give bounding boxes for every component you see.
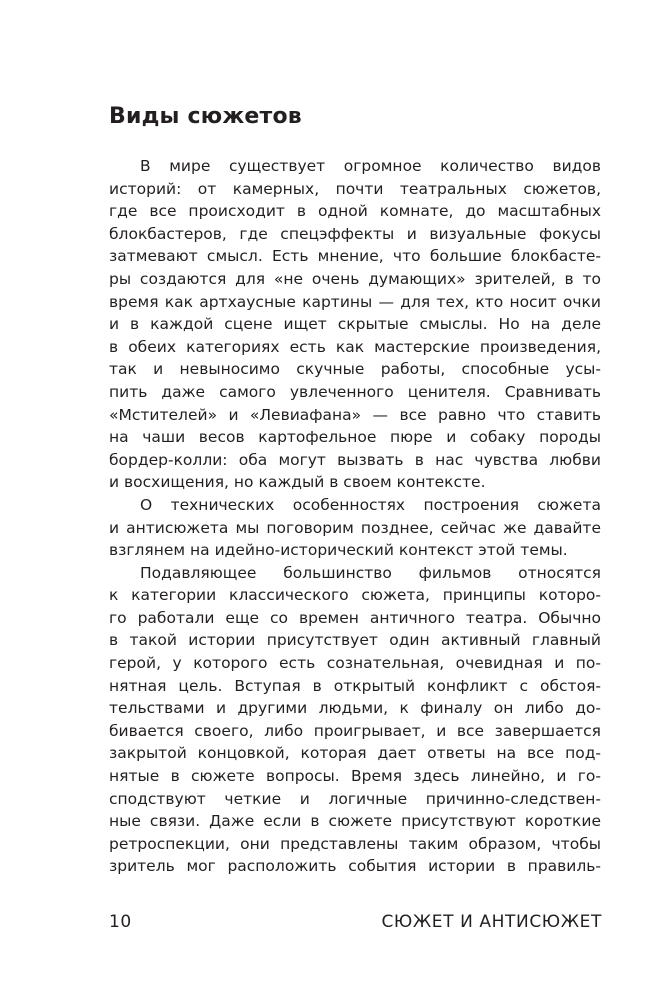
text-line: и восхищения, но каждый в своем контексте.: [109, 473, 486, 492]
text-line: зритель мог расположить события истории в правиль-: [109, 857, 601, 876]
text-line: и антисюжета мы поговорим позднее, сейчас же давайте: [109, 518, 601, 537]
text-line: пить даже самого увлеченного ценителя. Сравнивать: [109, 382, 601, 401]
text-line: ры создаются для «не очень думающих» зрителей, в то: [109, 269, 601, 288]
text-line: взглянем на идейно-исторический контекст этой темы.: [109, 541, 568, 560]
text-line: О технических особенностях построения сюжета: [140, 495, 601, 514]
text-line: блокбастеров, где спецэффекты и визуальные фокусы: [109, 224, 601, 243]
text-line: тельствами и другими людьми, к финалу он либо до-: [109, 699, 601, 718]
text-line: в обеих категориях есть как мастерские произведения,: [109, 337, 601, 356]
text-line: где все происходит в одной комнате, до масштабных: [109, 202, 601, 221]
text-line: ретроспекции, они представлены таким образом, чтобы: [109, 834, 601, 853]
text-line: нятые в сюжете вопросы. Время здесь линейно, и го-: [109, 767, 601, 786]
text-line: время как артхаусные картины — для тех, кто носит очки: [109, 292, 601, 311]
section-heading: Виды сюжетов: [109, 104, 302, 129]
running-title: СЮЖЕТ И АНТИСЮЖЕТ: [381, 912, 602, 932]
text-line: «Мстителей» и «Левиафана» — все равно что ставить: [109, 405, 601, 424]
text-line: нятная цель. Вступая в открытый конфликт с обстоя-: [109, 676, 601, 695]
text-line: Подавляющее большинство фильмов относятся: [140, 563, 601, 582]
text-line: бордер-колли: оба могут вызвать в нас чувства любви: [109, 450, 601, 469]
text-line: в такой истории присутствует один активный главный: [109, 631, 601, 650]
page-number: 10: [109, 912, 132, 932]
text-line: и в каждой сцене ищет скрытые смыслы. Но на деле: [109, 315, 601, 334]
text-line: В мире существует огромное количество видов: [140, 157, 601, 175]
text-line: так и невыносимо скучные работы, способные усы-: [109, 360, 601, 379]
text-line: на чаши весов картофельное пюре и собаку породы: [109, 428, 601, 447]
text-line: бивается своего, либо проигрывает, и все завершается: [109, 721, 601, 740]
text-line: историй: от камерных, почти театральных сюжетов,: [109, 179, 601, 198]
text-line: затмевают смысл. Есть мнение, что большие блокбасте-: [109, 247, 601, 266]
text-line: ные связи. Даже если в сюжете присутствуют короткие: [109, 812, 601, 831]
text-line: сподствуют четкие и логичные причинно-следствен-: [109, 789, 601, 808]
text-line: закрытой концовкой, которая дает ответы на все под-: [109, 744, 601, 763]
text-line: герой, у которого есть сознательная, очевидная и по-: [109, 654, 601, 673]
text-line: го работали еще со времен античного театра. Обычно: [109, 608, 601, 627]
text-line: к категории классического сюжета, принципы которо-: [109, 586, 601, 605]
body-text: [109, 155, 601, 878]
